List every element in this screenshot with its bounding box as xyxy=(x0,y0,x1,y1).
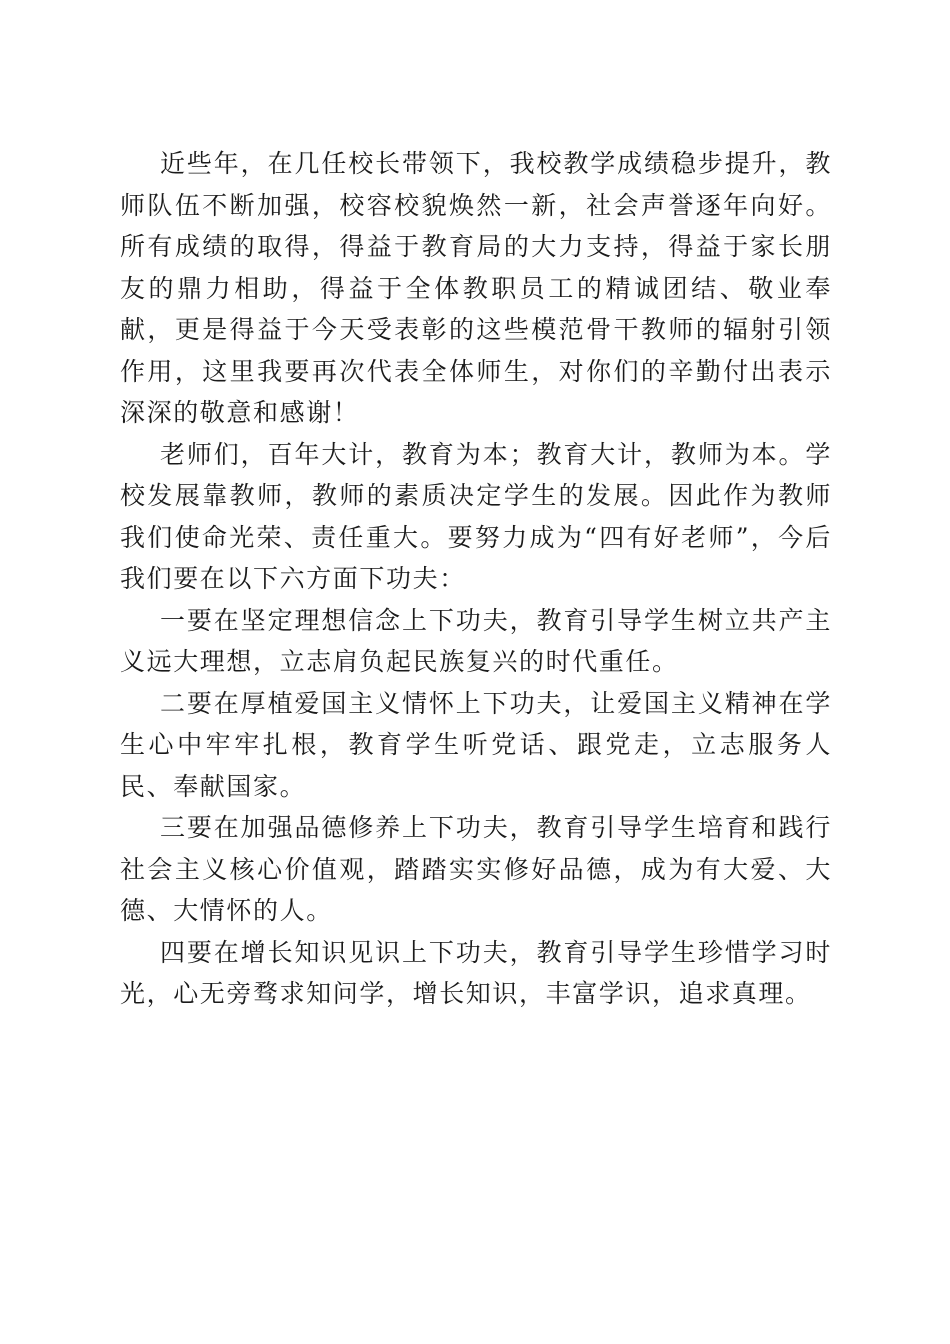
paragraph-moral-cultivation: 三要在加强品德修养上下功夫，教育引导学生培育和践行社会主义核心价值观，踏踏实实修好品德，成为有大爱、大德、大情怀的人。 xyxy=(120,813,832,925)
paragraph-ideals-beliefs: 一要在坚定理想信念上下功夫，教育引导学生树立共产主义远大理想，立志肩负起民族复兴的时代重任。 xyxy=(120,605,832,676)
document-body xyxy=(120,143,832,1015)
paragraph-teachers-mission: 老师们，百年大计，教育为本；教育大计，教师为本。学校发展靠教师，教师的素质决定学生的发展。因此作为教师我们使命光荣、责任重大。要努力成为“四有好老师”，今后我们要在以下六方面下功夫： xyxy=(120,439,832,593)
paragraph-achievements: 近些年，在几任校长带领下，我校教学成绩稳步提升，教师队伍不断加强，校容校貌焕然一新，社会声誉逐年向好。所有成绩的取得，得益于教育局的大力支持，得益于家长朋友的鼎力相助，得益于全体教职员工的精诚团结、敬业奉献，更是得益于今天受表彰的这些模范骨干教师的辐射引领作用，这里我要再次代表全体师生，对你们的辛勤付出表示深深的敬意和感谢！ xyxy=(120,149,832,427)
paragraph-patriotism: 二要在厚植爱国主义情怀上下功夫，让爱国主义精神在学生心中牢牢扎根，教育学生听党话、跟党走，立志服务人民、奉献国家。 xyxy=(120,688,832,801)
paragraph-knowledge: 四要在增长知识见识上下功夫，教育引导学生珍惜学习时光，心无旁骛求知问学，增长知识，丰富学识，追求真理。 xyxy=(120,937,832,1008)
